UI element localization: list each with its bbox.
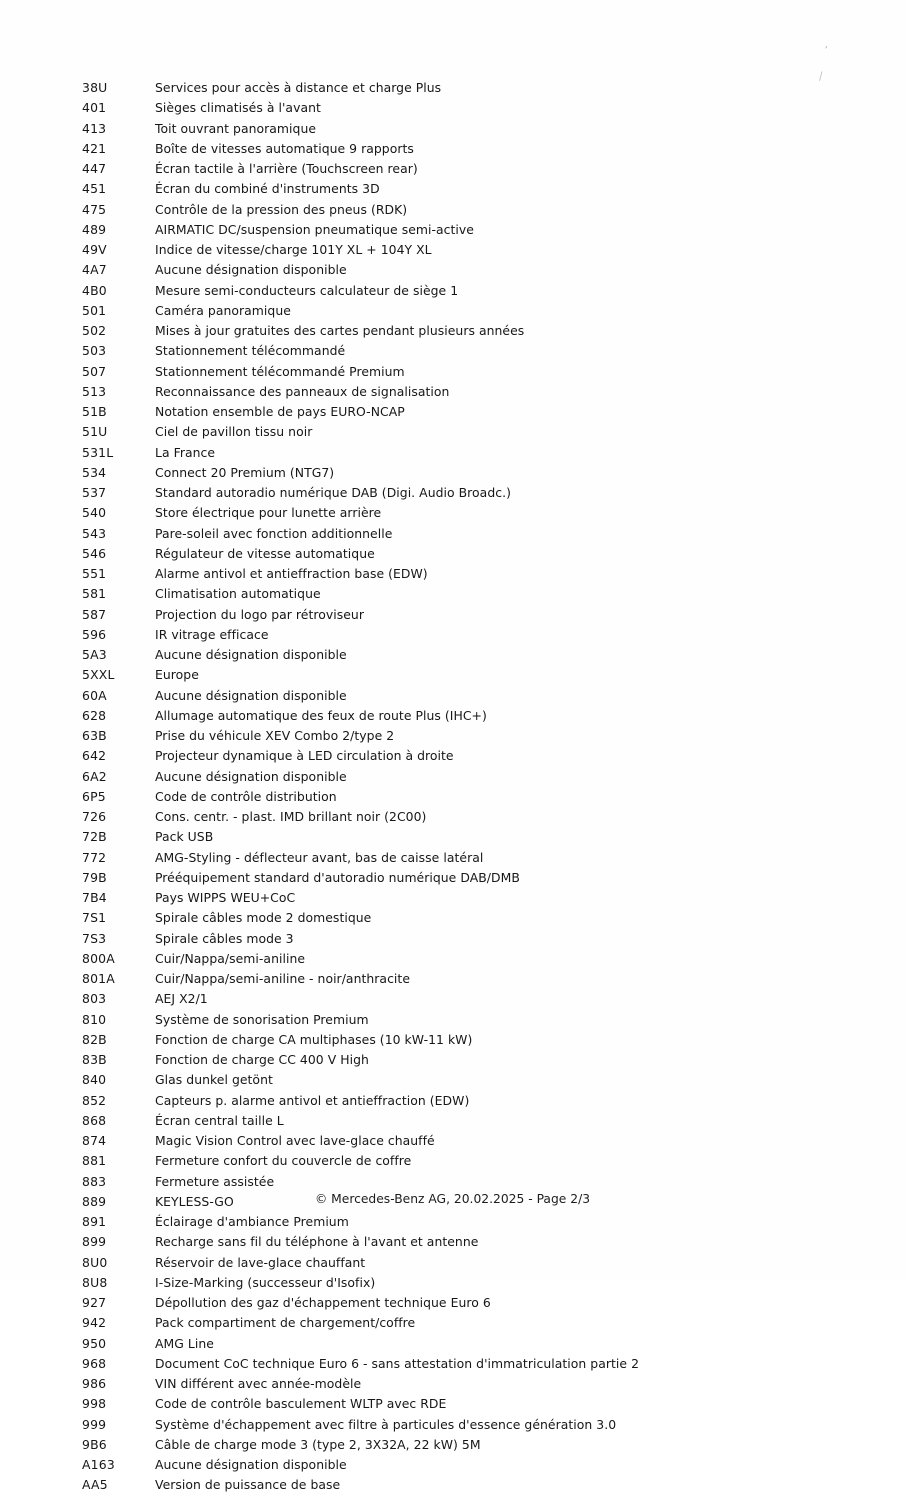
option-row [82, 1070, 842, 1090]
option-row [82, 1253, 842, 1273]
option-code: 927 [82, 1295, 107, 1310]
option-row [82, 1030, 842, 1050]
option-row [82, 200, 842, 220]
option-description: Document CoC technique Euro 6 - sans attestation d'immatriculation partie 2 [155, 1355, 640, 1371]
option-code: 413 [82, 120, 107, 136]
option-code: 810 [82, 1011, 107, 1027]
option-description: Système d'échappement avec filtre à particules d'essence génération 3.0 [155, 1416, 617, 1432]
option-code: 587 [82, 606, 107, 622]
scan-artifact-icon: ⁄ [818, 69, 824, 84]
option-description: Mises à jour gratuites des cartes pendant plusieurs années [155, 323, 525, 338]
option-row [82, 382, 842, 402]
option-row [82, 524, 842, 544]
option-code: 4A7 [82, 262, 107, 278]
option-description: Version de puissance de base [155, 1477, 341, 1493]
option-code: 6A2 [82, 768, 107, 784]
option-row [82, 503, 842, 523]
option-description: Store électrique pour lunette arrière [155, 505, 382, 521]
option-description: Magic Vision Control avec lave-glace chauffé [155, 1133, 435, 1148]
option-row [82, 949, 842, 969]
option-code: 999 [82, 1416, 107, 1432]
option-description: Stationnement télécommandé [155, 343, 346, 359]
option-description: Écran tactile à l'arrière (Touchscreen rear) [155, 161, 418, 176]
option-description: Pack compartiment de chargement/coffre [155, 1315, 416, 1331]
option-code: 49V [82, 242, 107, 257]
option-row [82, 1212, 842, 1232]
option-description: Fonction de charge CC 400 V High [155, 1052, 369, 1067]
option-code: 540 [82, 505, 107, 521]
option-description: Allumage automatique des feux de route Plus (IHC+) [155, 707, 487, 723]
option-row [82, 1313, 842, 1333]
option-code: 51U [82, 424, 108, 440]
option-row [82, 929, 842, 949]
option-code: 4B0 [82, 282, 107, 298]
option-code: 840 [82, 1072, 107, 1088]
option-description: Boîte de vitesses automatique 9 rapports [155, 140, 414, 156]
option-code: 801A [82, 971, 115, 986]
option-row [82, 726, 842, 746]
page-footer: © Mercedes-Benz AG, 20.02.2025 - Page 2/3 [314, 1192, 591, 1206]
option-description: Câble de charge mode 3 (type 2, 3X32A, 22 kW) 5M [155, 1436, 481, 1452]
option-row [82, 422, 842, 442]
option-row [82, 1131, 842, 1151]
option-row [82, 686, 842, 706]
option-code-list [82, 78, 842, 1496]
option-description: Pays WIPPS WEU+CoC [155, 890, 296, 905]
option-row [82, 483, 842, 503]
option-code: 968 [82, 1355, 107, 1371]
option-description: Spirale câbles mode 3 [155, 930, 294, 946]
option-row [82, 544, 842, 564]
option-row [82, 119, 842, 139]
option-code: 950 [82, 1335, 107, 1351]
option-description: Reconnaissance des panneaux de signalisation [155, 383, 450, 399]
option-row [82, 139, 842, 159]
option-description: Code de contrôle distribution [155, 788, 337, 804]
option-code: 852 [82, 1092, 107, 1108]
option-code: 63B [82, 728, 107, 743]
option-description: Contrôle de la pression des pneus (RDK) [155, 201, 408, 217]
option-description: Toit ouvrant panoramique [155, 120, 317, 136]
option-description: Caméra panoramique [155, 302, 291, 318]
option-code: 883 [82, 1173, 107, 1189]
option-code: 551 [82, 566, 107, 581]
option-code: 82B [82, 1031, 107, 1047]
option-description: Notation ensemble de pays EURO-NCAP [155, 404, 405, 419]
option-row [82, 220, 842, 240]
option-row [82, 1374, 842, 1394]
option-row [82, 969, 842, 989]
option-code: 543 [82, 525, 107, 541]
option-row [82, 240, 842, 260]
option-description: Aucune désignation disponible [155, 262, 347, 278]
option-row [82, 341, 842, 361]
option-row [82, 260, 842, 280]
option-code: 642 [82, 748, 107, 764]
option-description: Spirale câbles mode 2 domestique [155, 910, 372, 926]
option-description: La France [155, 444, 216, 460]
option-row [82, 1151, 842, 1171]
option-row [82, 98, 842, 118]
option-description: Prise du véhicule XEV Combo 2/type 2 [155, 728, 395, 743]
option-code: 534 [82, 464, 107, 480]
option-description: Services pour accès à distance et charge Plus [155, 80, 442, 95]
option-description: Fermeture assistée [155, 1173, 275, 1189]
option-description: Pack USB [155, 829, 214, 845]
option-row [82, 1475, 842, 1495]
option-code: 8U8 [82, 1274, 108, 1290]
option-row [82, 584, 842, 604]
option-description: Europe [155, 667, 199, 683]
option-code: 868 [82, 1112, 107, 1128]
option-description: Mesure semi-conducteurs calculateur de siège 1 [155, 282, 459, 298]
option-description: Écran central taille L [155, 1112, 284, 1128]
option-code: 513 [82, 383, 107, 399]
option-code: 889 [82, 1193, 107, 1209]
option-description: Indice de vitesse/charge 101Y XL + 104Y XL [155, 242, 432, 257]
option-code: 772 [82, 849, 107, 865]
option-row [82, 78, 842, 98]
option-code: 581 [82, 586, 107, 602]
option-code: 421 [82, 140, 107, 156]
option-row [82, 1273, 842, 1293]
option-row [82, 1111, 842, 1131]
option-code: 6P5 [82, 788, 106, 804]
option-code: 501 [82, 302, 107, 318]
option-description: Régulateur de vitesse automatique [155, 545, 375, 561]
option-row [82, 1010, 842, 1030]
option-code: 51B [82, 404, 107, 419]
option-row [82, 1334, 842, 1354]
option-code: 507 [82, 363, 107, 379]
option-code: 7B4 [82, 890, 107, 905]
option-description: Cuir/Nappa/semi-aniline - noir/anthracite [155, 971, 411, 986]
option-code: 451 [82, 181, 107, 197]
option-code: 899 [82, 1234, 107, 1250]
option-description: AMG Line [155, 1335, 214, 1351]
option-row [82, 746, 842, 766]
option-row [82, 868, 842, 888]
option-description: Glas dunkel getönt [155, 1072, 273, 1088]
option-description: Aucune désignation disponible [155, 1457, 347, 1472]
option-row [82, 564, 842, 584]
option-description: Écran du combiné d'instruments 3D [155, 181, 380, 197]
option-code: A163 [82, 1457, 115, 1472]
option-code: 531L [82, 444, 114, 460]
option-description: VIN différent avec année-modèle [155, 1376, 362, 1391]
option-description: Pare-soleil avec fonction additionnelle [155, 525, 393, 541]
option-description: Réservoir de lave-glace chauffant [155, 1254, 366, 1270]
option-row [82, 888, 842, 908]
option-description: AMG-Styling - déflecteur avant, bas de caisse latéral [155, 849, 484, 865]
option-description: Standard autoradio numérique DAB (Digi. Audio Broadc.) [155, 485, 511, 500]
option-description: Système de sonorisation Premium [155, 1011, 369, 1027]
option-row [82, 1354, 842, 1374]
option-row [82, 989, 842, 1009]
option-description: Ciel de pavillon tissu noir [155, 424, 313, 440]
option-code: 891 [82, 1214, 107, 1229]
option-description: IR vitrage efficace [155, 626, 269, 642]
option-description: AEJ X2/1 [155, 991, 208, 1007]
option-code: 79B [82, 869, 107, 885]
option-code: 72B [82, 829, 107, 845]
option-row [82, 301, 842, 321]
option-description: Capteurs p. alarme antivol et antieffraction (EDW) [155, 1092, 470, 1108]
option-code: 596 [82, 626, 107, 642]
option-description: Aucune désignation disponible [155, 768, 347, 784]
option-row [82, 1455, 842, 1475]
option-code: 537 [82, 485, 107, 500]
option-row [82, 1293, 842, 1313]
option-description: Aucune désignation disponible [155, 687, 347, 703]
option-code: 800A [82, 950, 115, 966]
option-description: Fonction de charge CA multiphases (10 kW-11 kW) [155, 1031, 473, 1047]
option-code: 986 [82, 1376, 107, 1391]
option-row [82, 908, 842, 928]
option-code: 83B [82, 1052, 107, 1067]
option-row [82, 807, 842, 827]
option-code: 489 [82, 221, 107, 237]
option-code: 502 [82, 323, 107, 338]
option-row [82, 281, 842, 301]
option-code: 9B6 [82, 1436, 107, 1452]
option-description: Connect 20 Premium (NTG7) [155, 464, 335, 480]
option-code: 60A [82, 687, 107, 703]
option-description: Sièges climatisés à l'avant [155, 100, 321, 116]
option-code: 447 [82, 161, 107, 176]
option-row [82, 443, 842, 463]
option-description: Alarme antivol et antieffraction base (EDW) [155, 566, 428, 581]
option-description: Climatisation automatique [155, 586, 321, 602]
option-code: 874 [82, 1133, 107, 1148]
option-row [82, 1394, 842, 1414]
option-code: 401 [82, 100, 107, 116]
option-code: 503 [82, 343, 107, 359]
option-row [82, 1232, 842, 1252]
option-description: Cons. centr. - plast. IMD brillant noir (2C00) [155, 809, 427, 824]
option-row [82, 706, 842, 726]
option-row [82, 1435, 842, 1455]
option-code: 5XXL [82, 667, 115, 683]
option-row [82, 321, 842, 341]
option-code: AA5 [82, 1477, 108, 1493]
option-description: Projection du logo par rétroviseur [155, 606, 364, 622]
option-code: 7S1 [82, 910, 107, 926]
option-row [82, 402, 842, 422]
option-code: 7S3 [82, 930, 107, 946]
option-code: 5A3 [82, 647, 107, 662]
option-row [82, 605, 842, 625]
option-code: 998 [82, 1396, 107, 1412]
option-row [82, 1172, 842, 1192]
option-row [82, 1091, 842, 1111]
option-code: 942 [82, 1315, 107, 1331]
option-code: 8U0 [82, 1254, 108, 1270]
option-code: 628 [82, 707, 107, 723]
option-row [82, 848, 842, 868]
option-row [82, 665, 842, 685]
option-description: I-Size-Marking (successeur d'Isofix) [155, 1274, 376, 1290]
option-description: Projecteur dynamique à LED circulation à droite [155, 748, 454, 764]
option-description: Code de contrôle basculement WLTP avec RDE [155, 1396, 447, 1412]
option-row [82, 362, 842, 382]
option-code: 546 [82, 545, 107, 561]
option-description: AIRMATIC DC/suspension pneumatique semi-active [155, 221, 474, 237]
option-row [82, 767, 842, 787]
option-code: 803 [82, 991, 107, 1007]
option-row [82, 645, 842, 665]
option-row [82, 159, 842, 179]
option-row [82, 1415, 842, 1435]
option-row [82, 463, 842, 483]
scan-artifact-icon: ’ [823, 43, 829, 58]
option-row [82, 1050, 842, 1070]
option-description: KEYLESS-GO [155, 1193, 234, 1209]
option-code: 726 [82, 809, 107, 824]
option-row [82, 179, 842, 199]
option-code: 38U [82, 80, 108, 95]
option-description: Cuir/Nappa/semi-aniline [155, 950, 306, 966]
option-description: Aucune désignation disponible [155, 647, 347, 662]
option-row [82, 787, 842, 807]
option-description: Recharge sans fil du téléphone à l'avant et antenne [155, 1234, 479, 1250]
option-row [82, 827, 842, 847]
option-code: 881 [82, 1153, 107, 1169]
option-description: Dépollution des gaz d'échappement technique Euro 6 [155, 1295, 491, 1310]
option-code: 475 [82, 201, 107, 217]
option-description: Fermeture confort du couvercle de coffre [155, 1153, 412, 1169]
option-description: Stationnement télécommandé Premium [155, 363, 405, 379]
option-description: Prééquipement standard d'autoradio numérique DAB/DMB [155, 869, 520, 885]
option-description: Éclairage d'ambiance Premium [155, 1214, 349, 1229]
option-row [82, 625, 842, 645]
